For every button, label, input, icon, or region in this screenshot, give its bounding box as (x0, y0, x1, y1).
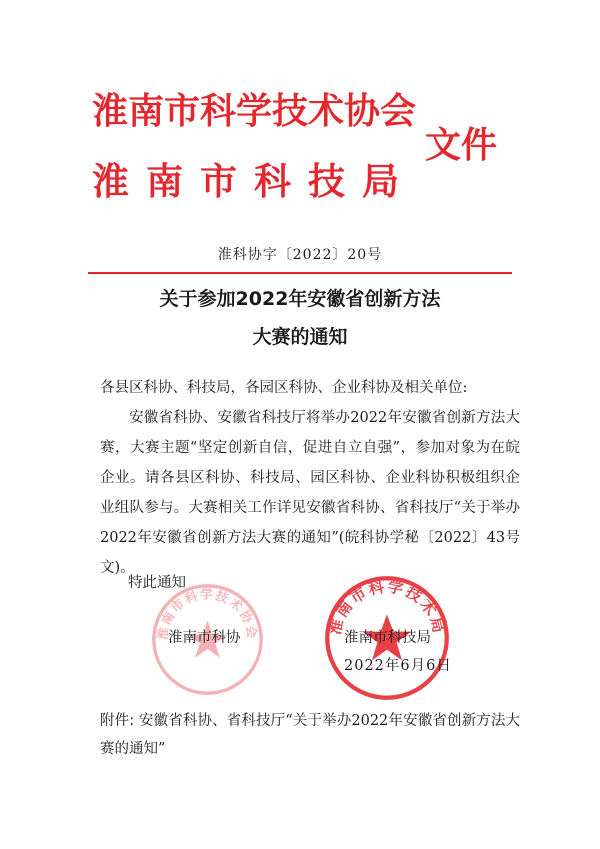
signature-org-1: 淮南市科协 (168, 630, 241, 646)
salutation: 各县区科协、科技局，各园区科协、企业科协及相关单位: (100, 380, 468, 396)
attachment-note (100, 707, 520, 763)
seal-2-text: 淮南市科学技术局 (325, 577, 449, 637)
attachment-text: 安徽省科协、省科技厅“关于举办2022年安徽省创新方法大赛的通知” (100, 713, 521, 757)
closing-remark: 特此通知 (128, 575, 186, 591)
attachment-label: 附件: (100, 713, 135, 729)
letterhead-doc-kind: 文件 (425, 125, 498, 166)
notice-title-line-1: 关于参加2022年安徽省创新方法 (159, 288, 441, 310)
letterhead-org-line-2: 淮南市科技局 (92, 160, 416, 203)
body-paragraph: 安徽省科协、安徽省科技厅将举办2022年安徽省创新方法大赛，大赛主题“坚定创新自信，促进自立自强”，参加对象为在皖企业。请各县区科协、科技局、园区科协、企业科协积极组织企业组队参与。大赛相关工作详见安徽省科协、省科技厅“关于举办2022年安徽省创新方法大赛的通知”(皖科协学秘〔2022〕43号文)。 (100, 410, 520, 576)
signature-date: 2022年6月6日 (344, 658, 452, 674)
letterhead-org-line-1: 淮南市科学技术协会 (92, 91, 417, 132)
seal-1-text: 淮南市科学技术协会 (154, 586, 261, 641)
red-divider-line (88, 272, 512, 274)
signature-org-2: 淮南市科技局 (344, 630, 431, 646)
notice-title-line-2: 大赛的通知 (252, 326, 348, 348)
document-number: 淮科协字〔2022〕20号 (217, 247, 383, 263)
